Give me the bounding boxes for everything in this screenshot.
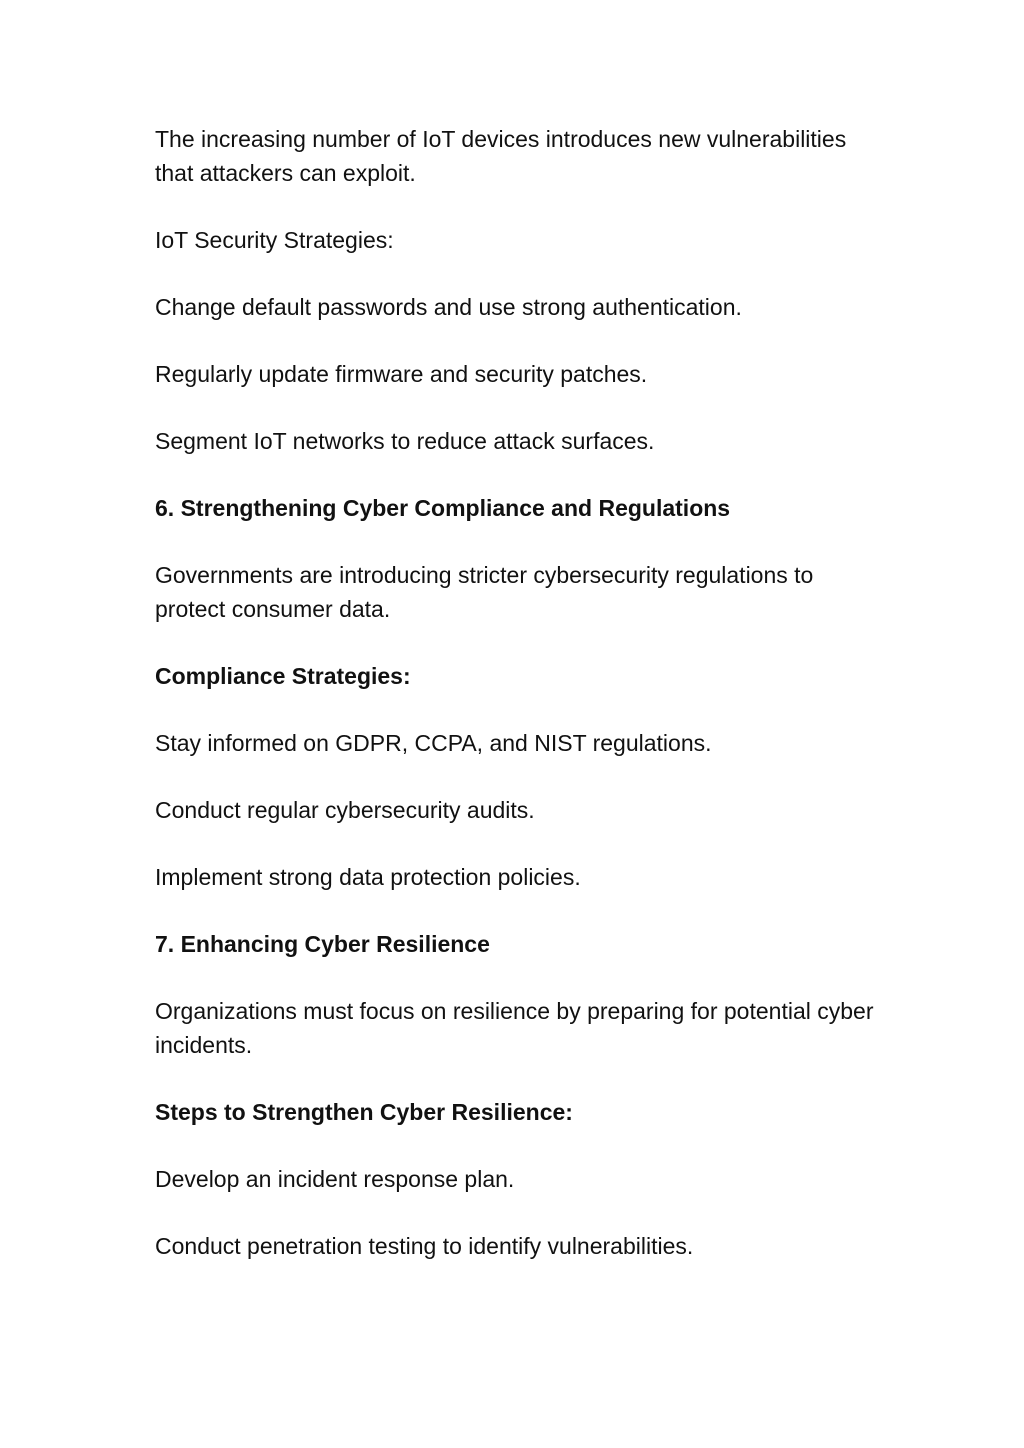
resilience-paragraph: Organizations must focus on resilience by preparing for potential cyber incidents. — [155, 998, 874, 1058]
iot-vulnerabilities-paragraph: The increasing number of IoT devices introduces new vulnerabilities that attackers can exploit. — [155, 126, 847, 186]
change-passwords-item: Change default passwords and use strong authentication. — [155, 294, 742, 320]
resilience-steps-heading: Steps to Strengthen Cyber Resilience: — [155, 1099, 573, 1125]
regulations-paragraph: Governments are introducing stricter cybersecurity regulations to protect consumer data. — [155, 562, 814, 622]
section-6-heading: 6. Strengthening Cyber Compliance and Regulations — [155, 495, 731, 521]
audits-item: Conduct regular cybersecurity audits. — [155, 797, 535, 823]
stay-informed-item: Stay informed on GDPR, CCPA, and NIST regulations. — [155, 730, 712, 756]
iot-security-strategies-label: IoT Security Strategies: — [155, 227, 394, 253]
incident-response-item: Develop an incident response plan. — [155, 1166, 515, 1192]
compliance-strategies-heading: Compliance Strategies: — [155, 663, 411, 689]
document-body — [155, 122, 875, 1296]
section-7-heading: 7. Enhancing Cyber Resilience — [155, 931, 490, 957]
data-protection-item: Implement strong data protection policies. — [155, 864, 581, 890]
segment-networks-item: Segment IoT networks to reduce attack surfaces. — [155, 428, 655, 454]
penetration-testing-item: Conduct penetration testing to identify vulnerabilities. — [155, 1233, 694, 1259]
update-firmware-item: Regularly update firmware and security patches. — [155, 361, 648, 387]
